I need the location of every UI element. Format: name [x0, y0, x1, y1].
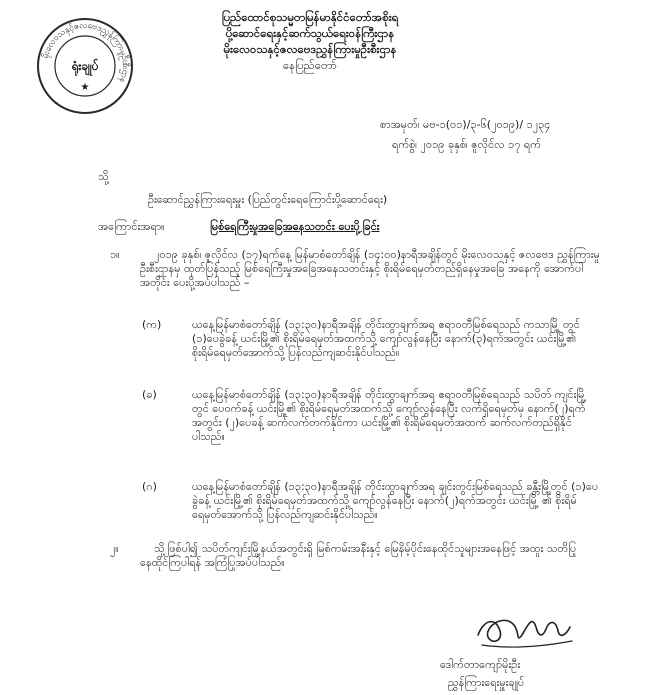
signatory-name: ဒေါက်တာကျော်မိုးဦး [440, 658, 521, 671]
seal-ring-text: မိုးလေဝသနှင့်ဇလဗေဒညွှန်ကြားမှုဦးစီးဌာန [40, 20, 131, 85]
subject-label: အကြောင်းအရာ။ [98, 220, 165, 233]
reference-number: စာအမှတ်၊ မဗ-၁(၀၁)/၃-၆(၂၀၁၉)/ ၁၂၃၄ [380, 118, 551, 131]
recipient: ဦးဆောင်ညွှန်ကြားရေးမှူး (ပြည်တွင်းရေကြောင်းပို့ဆောင်ရေး) [148, 193, 388, 206]
subject-text: မြစ်ရေကြီးမှုအခြေအနေသတင်း ပေးပို့ခြင်း [210, 220, 380, 233]
para2-text: သို့ဖြစ်ပါ၍ သပိတ်ကျင်းမြို့နယ်အတွင်းရှိ မြစ်ကမ်းအနီးနှင့် မြေနိမ့်ပိုင်းနေထိုင်သူများအနေဖြင့် အထူး သတိပြုနေထိုင်ကြပါရန် အကြံပြုအပ်ပါသည်။ [140, 542, 577, 569]
para1-text: ၂၀၁၉ ခုနှစ်၊ ဇူလိုင်လ (၁၇)ရက်နေ့ မြန်မာစံတော်ချိန် (၁၄:၀၀)နာရီအချိန်တွင် မိုးလေဝသနှင့် ဇလဗေဒ ညွှန်ကြားမှုဦးစီးဌာနမှ ထုတ်ပြန်သည့် မြစ်ရေကြီးမှုအခြေအနေသတင်းနှင့် စိုးရိမ်ရေမှတ်တည်ရှိနေမှုအခြေ အနေကို အောက်ပါအတိုင်း ပေးပို့အပ်ပါသည် – [140, 248, 600, 289]
seal-center-text: ရုံးချုပ် [71, 59, 99, 73]
reference-date: ရက်စွဲ၊ ၂၀၁၉ ခုနှစ်၊ ဇူလိုင်လ ၁၇ ရက် [392, 138, 541, 151]
item-ga-number: (ဂ) [142, 480, 157, 493]
item-kha-number: (ခ) [142, 388, 157, 401]
signatory-title: ညွှန်ကြားရေးမှူးချုပ် [448, 676, 525, 689]
item-ka-text: ယနေ့မြန်မာစံတော်ချိန် (၁၃:၃၀)နာရီအချိန် တိုင်းထွာချက်အရ ဧရာဝတီမြစ်ရေသည် ကသာမြို့ တွင် (၁)ပေခွဲခန့် ယင်းမြို့၏ စိုးရိမ်ရေမှတ်အထက်သို့ ကျော်လွန်နေပြီး နောက်(၃)ရက်အတွင်း ယင်းမြို့၏ စိုးရိမ်ရေမှတ်အောက်သို့ ပြန်လည်ကျဆင်းနိုင်ပါသည်။ [192, 318, 580, 359]
header-city: နေပြည်တော် [283, 58, 337, 72]
item-kha-text: ယနေ့မြန်မာစံတော်ချိန် (၁၃:၃၀)နာရီအချိန် တိုင်းထွာချက်အရ ဧရာဝတီမြစ်ရေသည် သပိတ် ကျင်းမြို့တွင် ပေ၀က်ခန့် ယင်းမြို့၏ စိုးရိမ်ရေမှတ်အထက်သို့ ကျော်လွန်နေပြီး လက်ရှိရေမှတ်မှ နောက်(၂)ရက်အတွင်း (၂)ပေခန့် ဆက်လက်တက်နိုင်ကာ ယင်းမြို့၏ စိုးရိမ်ရေမှတ်အထက် ဆက်လက်တည်ရှိနိုင်ပါသည်။ [192, 388, 587, 443]
header-government: ပြည်ထောင်စုသမ္မတမြန်မာနိုင်ငံတော်အစိုးရ [221, 10, 399, 24]
header-department: မိုးလေဝသနှင့်ဇလဗေဒညွှန်ကြားမှုဦးစီးဌာန [223, 42, 397, 56]
item-ga-text: ယနေ့မြန်မာစံတော်ချိန် (၁၃:၃၀)နာရီအချိန် တိုင်းထွာချက်အရ ချင်းတွင်းမြစ်ရေသည် ခန္တီးမြို့တွင် (၁)ပေခွဲခန့် ယင်းမြို့၏ စိုးရိမ်ရေမှတ်အထက်သို့ ကျော်လွန်နေပြီး နောက်(၂)ရက်အတွင်း ယင်းမြို့ ၏ စိုးရိမ်ရေမှတ်အောက်သို့ ပြန်လည်ကျဆင်းနိုင်ပါသည်။ [192, 480, 599, 521]
para1-number: ၁။ [110, 248, 120, 261]
para2-number: ၂။ [110, 542, 119, 555]
handwritten-signature [470, 605, 580, 655]
header-ministry: ပို့ဆောင်ရေးနှင့်ဆက်သွယ်ရေးဝန်ကြီးဌာန [225, 26, 395, 40]
item-ka-number: (က) [142, 318, 162, 331]
to-label: သို့ [98, 170, 109, 183]
department-seal [35, 16, 135, 116]
seal-star-icon: ★ [80, 82, 90, 93]
